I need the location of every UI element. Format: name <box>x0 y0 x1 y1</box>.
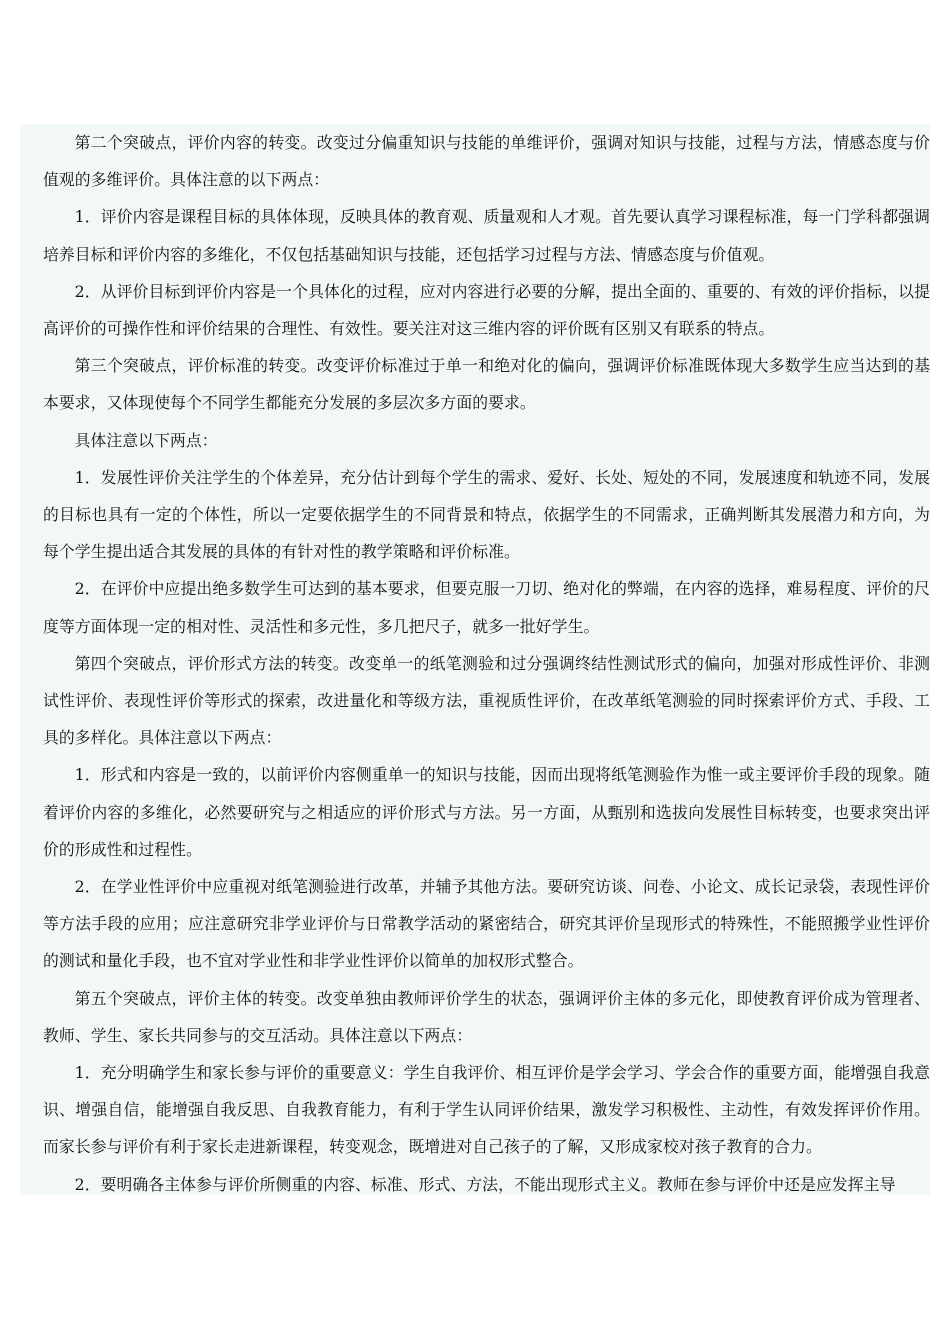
highlighted-text-block <box>20 124 930 1195</box>
paragraph-subject-point-1: 1．充分明确学生和家长参与评价的重要意义：学生自我评价、相互评价是学会学习、学会合作的重要方面，能增强自我意识、增强自信，能增强自我反思、自我教育能力，有利于学生认同评价结果，激发学习积极性、主动性，有效发挥评价作用。而家长参与评价有利于家长走进新课程，转变观念，既增进对自己孩子的了解，又形成家校对孩子教育的合力。 <box>43 1063 930 1157</box>
paragraph-notes-heading: 具体注意以下两点： <box>74 430 218 450</box>
paragraph-form-point-2: 2．在学业性评价中应重视对纸笔测验进行改革，并辅予其他方法。要研究访谈、问卷、小论文、成长记录袋，表现性评价等方法手段的应用；应注意研究非学业评价与日常教学活动的紧密结合，研究其评价呈现形式的特殊性，不能照搬学业性评价的测试和量化手段，也不宜对学业性和非学业性评价以简单的加权形式整合。 <box>43 877 930 971</box>
paragraph-standard-point-1: 1．发展性评价关注学生的个体差异，充分估计到每个学生的需求、爱好、长处、短处的不同，发展速度和轨迹不同，发展的目标也具有一定的个体性，所以一定要依据学生的不同背景和特点，依据学生的不同需求，正确判断其发展潜力和方向，为每个学生提出适合其发展的具体的有针对性的教学策略和评价标准。 <box>43 467 930 562</box>
text-body <box>43 124 930 1195</box>
paragraph-standard-point-2: 2．在评价中应提出绝多数学生可达到的基本要求，但要克服一刀切、绝对化的弊端，在内容的选择，难易程度、评价的尺度等方面体现一定的相对性、灵活性和多元性，多几把尺子，就多一批好学生。 <box>43 579 930 636</box>
paragraph-fifth-breakthrough: 第五个突破点，评价主体的转变。改变单独由教师评价学生的状态，强调评价主体的多元化，即使教育评价成为管理者、教师、学生、家长共同参与的交互活动。具体注意以下两点： <box>43 988 930 1045</box>
paragraph-third-breakthrough: 第三个突破点，评价标准的转变。改变评价标准过于单一和绝对化的偏向，强调评价标准既体现大多数学生应当达到的基本要求，又体现使每个不同学生都能充分发展的多层次多方面的要求。 <box>43 356 930 413</box>
paragraph-content-point-2: 2．从评价目标到评价内容是一个具体化的过程，应对内容进行必要的分解，提出全面的、重要的、有效的评价指标，以提高评价的可操作性和评价结果的合理性、有效性。要关注对这三维内容的评价既有区别又有联系的特点。 <box>43 281 930 339</box>
paragraph-content-point-1: 1．评价内容是课程目标的具体体现，反映具体的教育观、质量观和人才观。首先要认真学习课程标准，每一门学科都强调培养目标和评价内容的多维化，不仅包括基础知识与技能，还包括学习过程与方法、情感态度与价值观。 <box>43 207 930 264</box>
paragraph-subject-point-2: 2．要明确各主体参与评价所侧重的内容、标准、形式、方法，不能出现形式主义。教师在参与评价中还是应发挥主导 <box>74 1174 896 1194</box>
paragraph-second-breakthrough: 第二个突破点，评价内容的转变。改变过分偏重知识与技能的单维评价，强调对知识与技能，过程与方法，情感态度与价值观的多维评价。具体注意的以下两点： <box>43 133 930 190</box>
paragraph-form-point-1: 1．形式和内容是一致的，以前评价内容侧重单一的知识与技能，因而出现将纸笔测验作为惟一或主要评价手段的现象。随着评价内容的多维化，必然要研究与之相适应的评价形式与方法。另一方面，从甄别和选拔向发展性目标转变，也要求突出评价的形成性和过程性。 <box>43 765 930 859</box>
paragraph-fourth-breakthrough: 第四个突破点，评价形式方法的转变。改变单一的纸笔测验和过分强调终结性测试形式的偏向，加强对形成性评价、非测试性评价、表现性评价等形式的探索，改进量化和等级方法，重视质性评价，在改革纸笔测验的同时探索评价方式、手段、工具的多样化。具体注意以下两点： <box>43 653 930 748</box>
